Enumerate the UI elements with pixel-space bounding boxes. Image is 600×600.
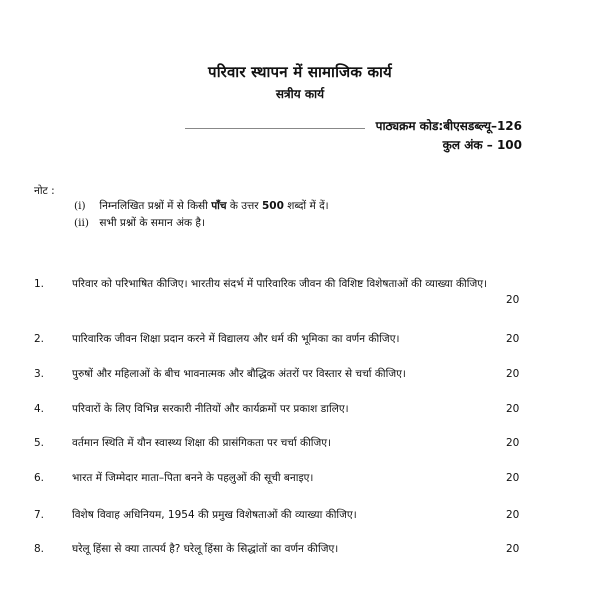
question-number: 1. [34,278,45,290]
note-text-part: शब्दों में दें। [287,200,329,212]
note-item [74,199,329,213]
question-marks: 20 [506,543,520,555]
question-number: 8. [34,543,45,555]
question-item [34,276,534,308]
note-text-part: निम्नलिखित प्रश्नों में से किसी [99,200,208,212]
question-marks: 20 [506,437,520,449]
note-label: नोट : [34,185,55,197]
question-number: 2. [34,333,45,345]
note-number: (ii) [74,217,89,229]
note-emphasis: 500 [261,200,284,212]
question-marks: 20 [506,403,520,415]
question-marks: 20 [506,368,520,380]
question-marks: 20 [506,333,520,345]
note-item [74,216,205,230]
question-text: पुरुषों और महिलाओं के बीच भावनात्मक और बौद्धिक अंतरों पर विस्तार से चर्चा कीजिए। [72,368,406,380]
question-number: 4. [34,403,45,415]
total-marks: कुल अंक – 100 [442,138,522,152]
question-text: विशेष विवाह अधिनियम, 1954 की प्रमुख विशेषताओं की व्याख्या कीजिए। [72,509,357,521]
question-marks: 20 [506,294,520,306]
question-text: पारिवारिक जीवन शिक्षा प्रदान करने में विद्यालय और धर्म की भूमिका का वर्णन कीजिए। [72,333,400,345]
document-title: परिवार स्थापन में सामाजिक कार्य [208,63,392,81]
question-text: भारत में जिम्मेदार माता–पिता बनने के पहलुओं की सूची बनाइए। [72,472,314,484]
question-text: परिवार को परिभाषित कीजिए। भारतीय संदर्भ में पारिवारिक जीवन की विशिष्ट विशेषताओं की व्याख्या कीजिए। [72,278,488,290]
document-subtitle: सत्रीय कार्य [275,87,325,101]
header-divider [185,128,365,129]
note-emphasis: पाँच [211,200,227,212]
question-number: 5. [34,437,45,449]
course-code: पाठ्यक्रम कोड:बीएसडब्ल्यू–126 [375,119,522,133]
question-text: घरेलू हिंसा से क्या तात्पर्य है? घरेलू हिंसा के सिद्धांतों का वर्णन कीजिए। [72,543,339,555]
question-number: 3. [34,368,45,380]
note-number: (i) [74,200,86,212]
question-text: वर्तमान स्थिति में यौन स्वास्थ्य शिक्षा की प्रासंगिकता पर चर्चा कीजिए। [72,437,332,449]
question-text: परिवारों के लिए विभिन्न सरकारी नीतियों और कार्यक्रमों पर प्रकाश डालिए। [72,403,349,415]
question-number: 7. [34,509,45,521]
question-marks: 20 [506,472,520,484]
note-text-part: के उत्तर [229,200,259,212]
question-number: 6. [34,472,45,484]
question-marks: 20 [506,509,520,521]
note-text: सभी प्रश्नों के समान अंक है। [99,217,205,229]
